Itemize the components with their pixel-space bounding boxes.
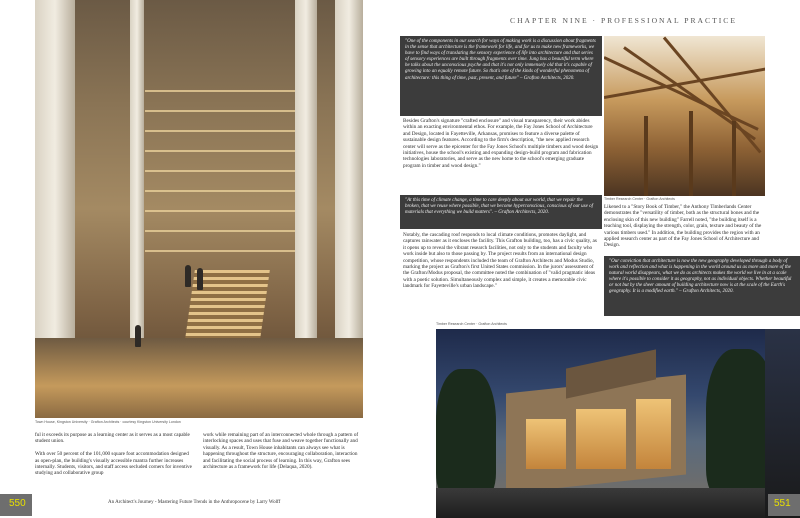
timber-interior-photo xyxy=(604,36,765,196)
quote-box-2: "At this time of climate change, a time to care deeply about our world, that we repair the broken, that we reuse where possible, that we become hyperconscious, conscious of our use of materials that everything we build matters". – Grafton Architects, 2020. xyxy=(400,195,602,229)
left-page-number: 550 xyxy=(9,498,26,509)
chapter-heading: CHAPTER NINE · PROFESSIONAL PRACTICE xyxy=(510,16,737,25)
town-house-interior-photo xyxy=(35,0,363,418)
photo-slat xyxy=(145,190,295,192)
photo-slat xyxy=(145,130,295,132)
left-photo-caption: Town House, Kingston University · Grafton Architects · courtesy Kingston University London xyxy=(35,420,181,424)
photo-person xyxy=(185,265,191,287)
photo-column xyxy=(689,111,693,196)
photo-slat xyxy=(145,90,295,92)
photo-slat xyxy=(145,250,295,252)
photo-person xyxy=(197,268,203,290)
right-body-paragraph-1: Besides Grafton's signature "crafted enclosure" and visual transparency, their work abides within an exacting environmental ethos. For example, the Fay Jones School of Architecture and Design, located in Fayetteville, Arkansas, promises to feature a diverse palette of sustainable design features. According to the firm's description, "the new applied research center will serve as the epicenter for the Fay Jones School's multiple timbers and wood design initiatives, house the school's existing and expanding design-build program and fabrication technologies laboratories, and serve as the new home to the school's emerging graduate program in timber and wood design." xyxy=(403,118,599,169)
photo-floor xyxy=(35,338,363,418)
photo-beam xyxy=(663,37,762,154)
quote-box-1: "One of the components in our search for ways of making work is a discussion about fragments in the sense that architecture is the framework for life, and for us to make new frameworks, we have to find ways of translating the sensory experience of life into architecture and that series of sensory experiences are built through fragments over time. Jung has a beautiful term where he talks about the unconscious psyche and that it's not only immensely old that it's capable of growing into an equally remote future. So that's one of the kinds of wonderful phenomena of architecture: this thing of time, past, present, and future" – Grafton Architects, 2020. xyxy=(400,36,602,116)
right-body-paragraph-3: Likened to a "Story Book of Timber," the Anthony Timberlands Center demonstrates the "versatility of timber, both as the structural bones and the enclosing skin of this new building" Farrell noted, "the building itself is a teaching tool, displaying the strength, color, grain, texture and beauty of the various timbers used." In addition, the building provides the region with an applied research center as part of the Fay Jones School of Architecture and Design. xyxy=(604,204,762,249)
photo-slat xyxy=(145,210,295,212)
photo-slat xyxy=(145,110,295,112)
quote-box-3: "Our conviction that architecture is now the new geography developed through a body of work and reflection and what is happening in the world around us as more and more of the natural world disappears, what we do as architects makes the world we live in at a scale where it's possible to consider it as geography, not as individual objects. Whether beautiful or not but by the sheer amount of building architecture now is at the scale of the Earth's geography. It is a modified earth." – Grafton Architects, 2020. xyxy=(604,256,800,316)
photo-column xyxy=(644,116,648,196)
photo-column xyxy=(732,121,736,196)
photo-tree xyxy=(706,349,765,499)
photo-lit-window xyxy=(576,409,626,469)
photo-person xyxy=(135,325,141,347)
photo-slat xyxy=(145,170,295,172)
right-edge-strip xyxy=(765,329,800,518)
left-body-column-2: work while remaining part of an interconnected whole through a pattern of interlocking spaces and uses that fuse and weave together functionally and visually. As a result, Town House inhabitants can always see what is happening throughout the structure, encouraging collaboration, interaction and facilitating the social process of learning. In this way, Grafton sees architecture as a framework for life (Delaqua, 2020). xyxy=(203,432,359,471)
photo-road xyxy=(436,488,765,518)
photo-lit-window xyxy=(636,399,671,469)
right-page-number: 551 xyxy=(774,498,791,509)
photo-lit-window xyxy=(526,419,566,469)
photo-slat xyxy=(145,150,295,152)
right-body-paragraph-2: Notably, the cascading roof responds to local climate conditions, promotes daylight, and captures rainwater as it encloses the facility. This Grafton building, too, has a civic quality, as it opens up to reveal the vibrant research facilities, not only to the students and faculty who work inside but also to those passing by. The project results from an international design competition, whose respondents included the team of Grafton Architects and Modus Studio, marking the project as Grafton's first United States commission. In the jurors' assessment of the Grafton/Modus proposal, the committee noted the combination of "valid pragmatic ideas with a poetic solution. Simultaneously complex and simple, it creates a memorable civic landmark for Fayetteville's urban landscape." xyxy=(403,232,597,290)
timber-center-exterior-photo xyxy=(436,329,765,518)
photo-tree xyxy=(436,369,496,499)
photo-slat xyxy=(145,230,295,232)
top-right-photo-caption: Timber Research Center · Grafton Architects xyxy=(604,197,675,201)
bottom-right-photo-caption: Timber Research Center · Grafton Architects xyxy=(436,322,507,326)
book-footer: An Architect's Journey - Mastering Future Trends in the Anthropocene by Larry Wolff xyxy=(108,500,281,505)
left-body-column-1: ful it exceeds its purpose as a learning center as it serves as a most capable student union. With over 50 percent of the 101,000 square foot accommodation designed as open-plan, the building's visually accessible mantra further increases internally. Students, visitors, and staff access secluded corners for inventive studying and collaborative group xyxy=(35,432,192,477)
